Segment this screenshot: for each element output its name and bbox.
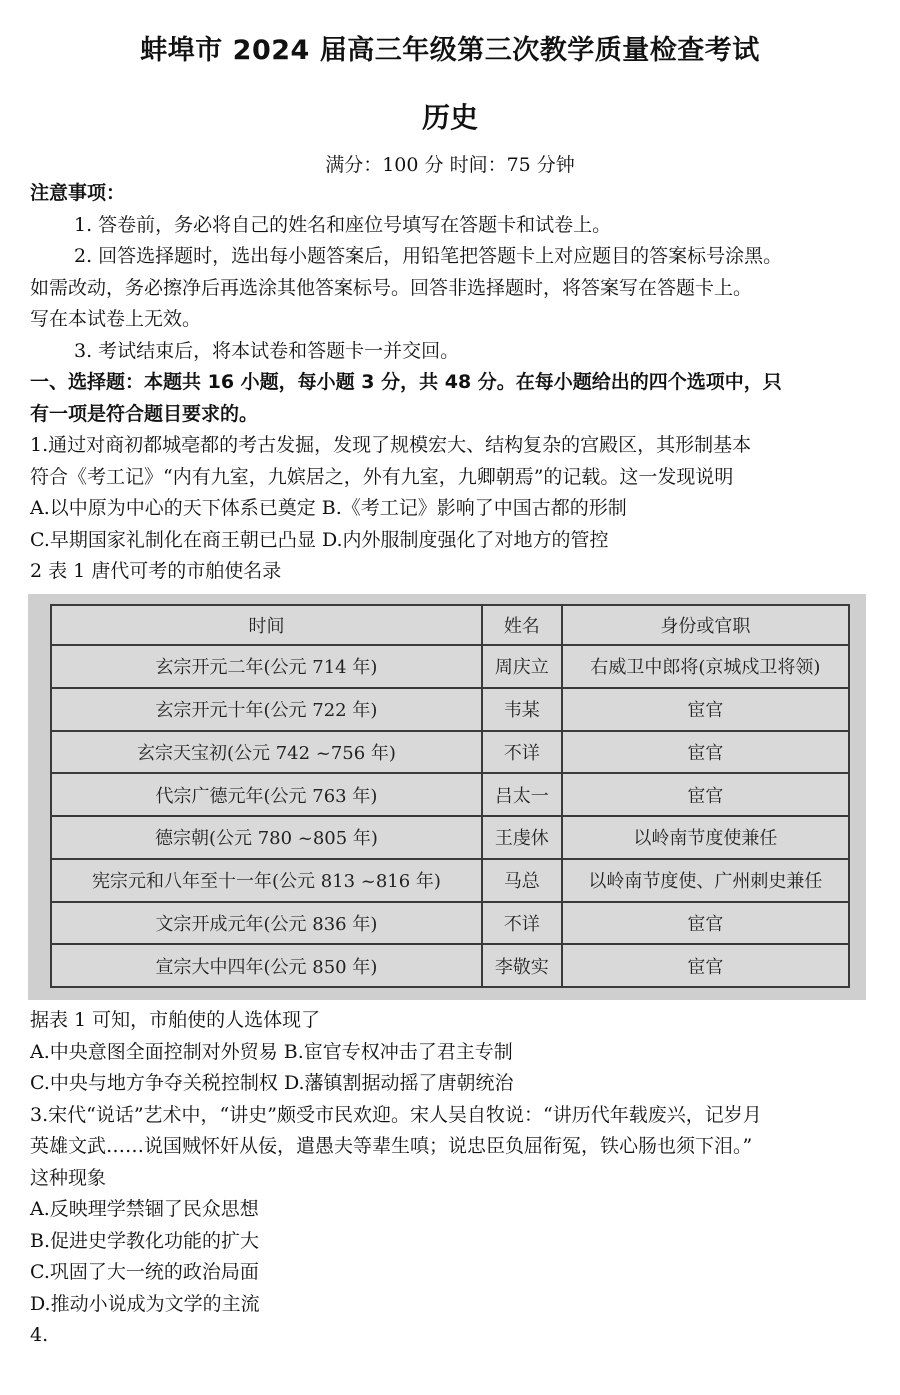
question-3-stem: 3.宋代“说话”艺术中，“讲史”颇受市民欢迎。宋人吴自牧说：“讲历代年载废兴，记岁月 — [30, 1103, 762, 1126]
question-1-options-cd: C.早期国家礼制化在商王朝已凸显 D.内外服制度强化了对地方的管控 — [30, 528, 609, 551]
shipping-commissioner-table — [50, 604, 850, 988]
table-cell-name: 不详 — [482, 731, 562, 774]
table-cell-office: 宦官 — [562, 902, 849, 945]
question-4-number: 4. — [30, 1324, 49, 1346]
table-header-time: 时间 — [51, 605, 482, 645]
notice-item-2: 2. 回答选择题时，选出每小题答案后，用铅笔把答题卡上对应题目的答案标号涂黑。 — [74, 245, 783, 267]
table-cell-name: 马总 — [482, 859, 562, 902]
notice-item-1: 1. 答卷前，务必将自己的姓名和座位号填写在答题卡和试卷上。 — [74, 213, 612, 236]
question-1-stem: 1.通过对商初都城亳都的考古发掘，发现了规模宏大、结构复杂的宫殿区，其形制基本 — [30, 434, 752, 456]
question-2-options-ab: A.中央意图全面控制对外贸易 B.宦官专权冲击了君主专制 — [30, 1040, 513, 1063]
table-row — [51, 816, 849, 859]
table-header-office: 身份或官职 — [562, 605, 849, 645]
table-row — [51, 773, 849, 816]
table-cell-name: 李敬实 — [482, 944, 562, 987]
table-cell-office: 宦官 — [562, 944, 849, 987]
table-cell-time: 代宗广德元年(公元 763 年) — [51, 773, 482, 816]
table-cell-name: 周庆立 — [482, 645, 562, 688]
question-2-caption: 2 表 1 唐代可考的市舶使名录 — [30, 560, 282, 582]
table-header-name: 姓名 — [482, 605, 562, 645]
table-cell-time: 德宗朝(公元 780 ~805 年) — [51, 816, 482, 859]
question-3-option-a: A.反映理学禁锢了民众思想 — [30, 1198, 259, 1220]
exam-meta: 满分：100 分 时间：75 分钟 — [325, 154, 575, 176]
question-1-stem-cont: 符合《考工记》“内有九室，九嫔居之，外有九室，九卿朝焉”的记载。这一发现说明 — [30, 465, 734, 488]
table-cell-time: 玄宗开元二年(公元 714 年) — [51, 645, 482, 688]
exam-title: 蚌埠市 2024 届高三年级第三次教学质量检查考试 — [140, 35, 760, 66]
table-image — [28, 594, 866, 1000]
table-row — [51, 944, 849, 987]
table-cell-name: 韦某 — [482, 688, 562, 731]
notice-item-2-cont: 如需改动，务必擦净后再选涂其他答案标号。回答非选择题时，将答案写在答题卡上。 — [30, 276, 753, 299]
table-row — [51, 731, 849, 774]
subject-title: 历史 — [421, 101, 478, 134]
question-3-stem-end: 这种现象 — [30, 1166, 107, 1189]
table-header-row — [51, 605, 849, 645]
notice-item-3: 3. 考试结束后，将本试卷和答题卡一并交回。 — [74, 339, 460, 362]
table-cell-office: 以岭南节度使、广州刺史兼任 — [562, 859, 849, 902]
table-row — [51, 688, 849, 731]
table-cell-office: 宦官 — [562, 731, 849, 774]
table-cell-time: 文宗开成元年(公元 836 年) — [51, 902, 482, 945]
question-2-stem: 据表 1 可知，市舶使的人选体现了 — [30, 1009, 321, 1031]
section-heading-cont: 有一项是符合题目要求的。 — [30, 402, 259, 425]
question-2-options-cd: C.中央与地方争夺关税控制权 D.藩镇割据动摇了唐朝统治 — [30, 1072, 514, 1094]
table-row — [51, 859, 849, 902]
table-cell-time: 宪宗元和八年至十一年(公元 813 ~816 年) — [51, 859, 482, 902]
question-1-options-ab: A.以中原为中心的天下体系已奠定 B.《考工记》影响了中国古都的形制 — [30, 497, 627, 519]
question-3-option-d: D.推动小说成为文学的主流 — [30, 1292, 260, 1315]
notice-heading: 注意事项： — [30, 182, 126, 204]
table-cell-office: 右威卫中郎将(京城戍卫将领) — [562, 645, 849, 688]
notice-section — [30, 178, 878, 588]
section-heading: 一、选择题：本题共 16 小题，每小题 3 分，共 48 分。在每小题给出的四个选项中，只 — [30, 371, 782, 393]
table-cell-time: 宣宗大中四年(公元 850 年) — [51, 944, 482, 987]
table-cell-time: 玄宗开元十年(公元 722 年) — [51, 688, 482, 731]
table-cell-name: 吕太一 — [482, 773, 562, 816]
table-cell-office: 以岭南节度使兼任 — [562, 816, 849, 859]
question-3-option-c: C.巩固了大一统的政治局面 — [30, 1261, 259, 1283]
table-cell-name: 不详 — [482, 902, 562, 945]
table-cell-office: 宦官 — [562, 773, 849, 816]
table-cell-name: 王虔休 — [482, 816, 562, 859]
questions-continued — [30, 1005, 878, 1352]
question-3-stem-cont: 英雄文武……说国贼怀奸从佞，遣愚夫等辈生嗔；说忠臣负屈衔冤，铁心肠也须下泪。” — [30, 1135, 753, 1157]
table-row — [51, 902, 849, 945]
table-row — [51, 645, 849, 688]
table-cell-time: 玄宗天宝初(公元 742 ~756 年) — [51, 731, 482, 774]
table-cell-office: 宦官 — [562, 688, 849, 731]
notice-item-2-end: 写在本试卷上无效。 — [30, 308, 202, 330]
question-3-option-b: B.促进史学教化功能的扩大 — [30, 1229, 260, 1252]
